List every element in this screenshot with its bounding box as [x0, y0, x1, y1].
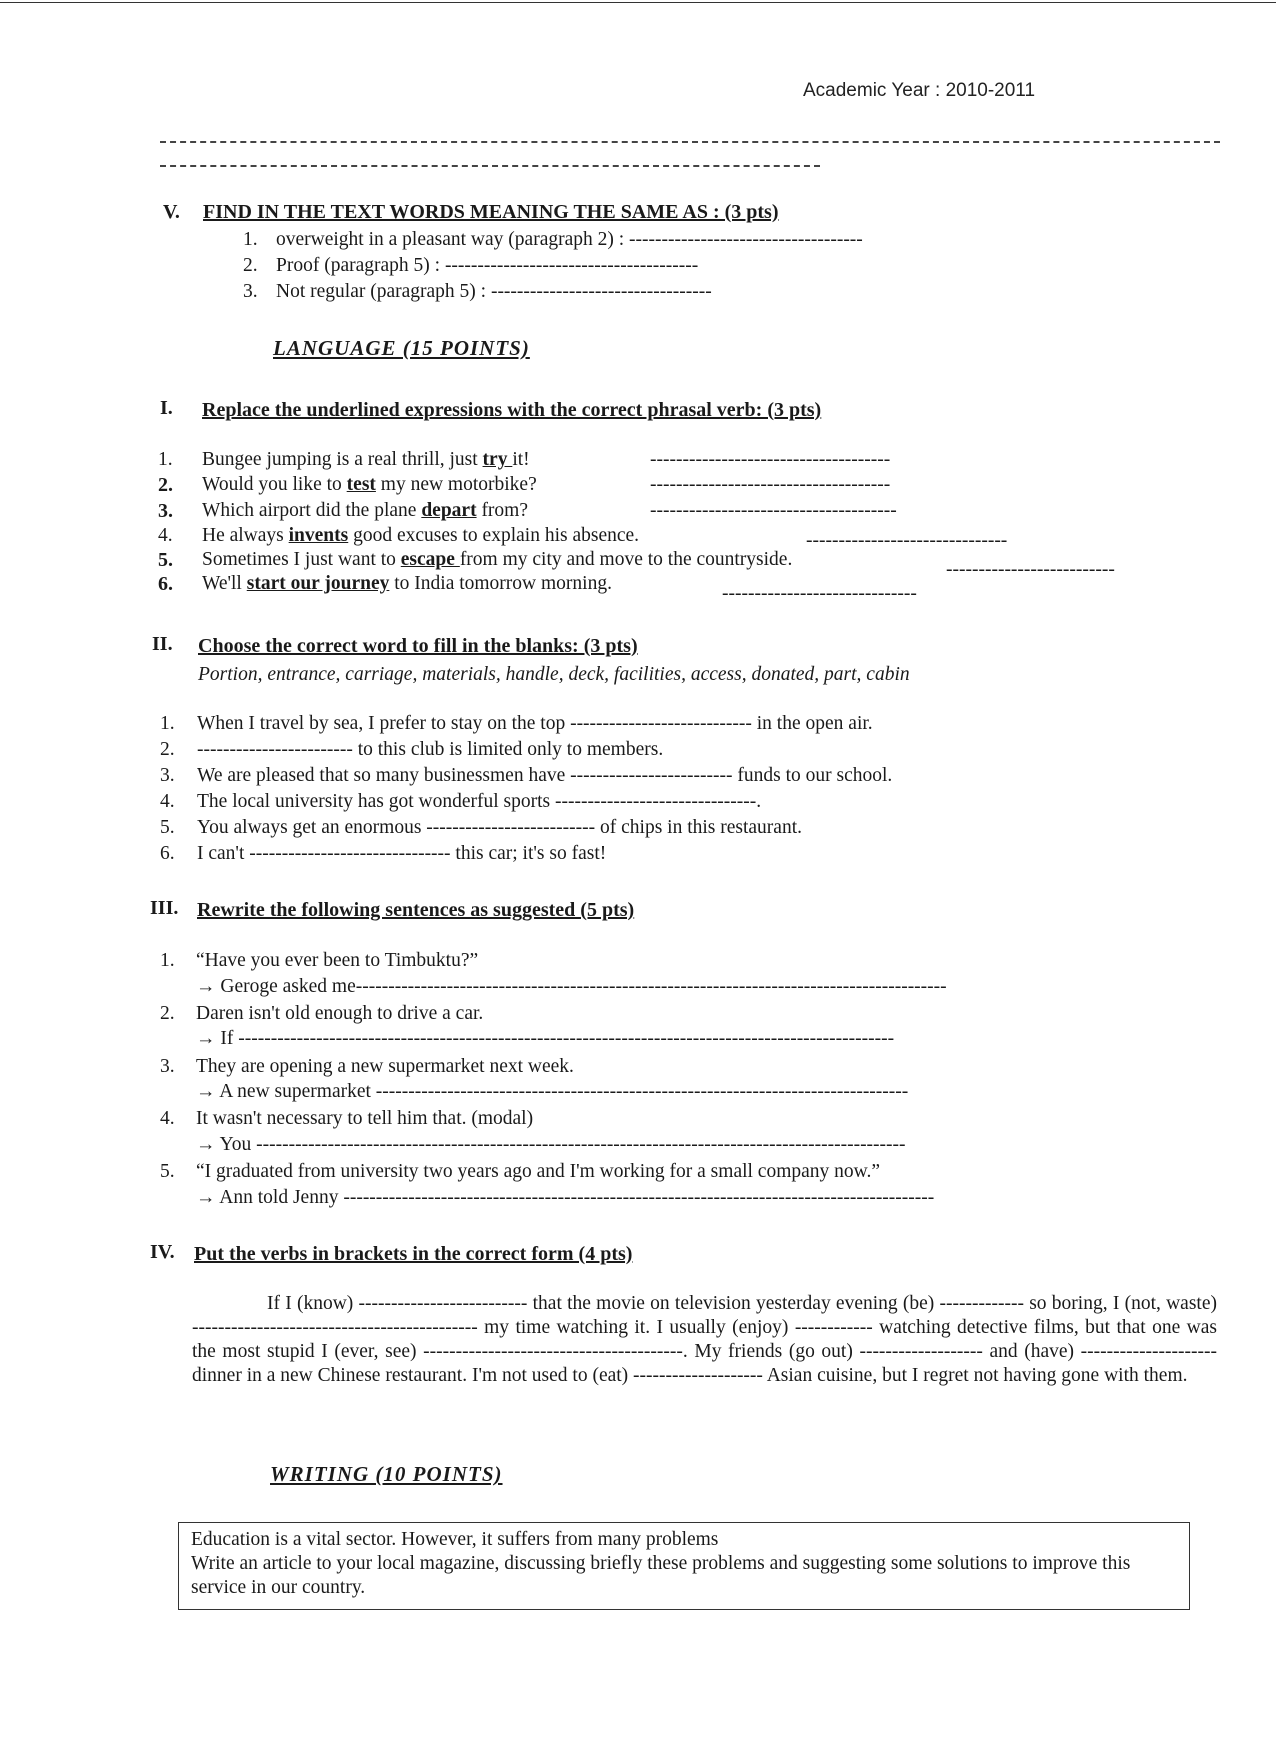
vocab-title: FIND IN THE TEXT WORDS MEANING THE SAME AS : (3 pts) [203, 201, 779, 223]
item-number: 2. [158, 474, 173, 496]
vocab-label: V. [163, 201, 180, 223]
vocab-item: Not regular (paragraph 5) : ---------------------------------- [276, 281, 712, 302]
item-number: 3. [243, 281, 258, 302]
writing-prompt-box [178, 1522, 1190, 1610]
fill-item: You always get an enormous -------------------------- of chips in this restaurant. [197, 817, 802, 838]
rewrite-title: Rewrite the following sentences as suggested (5 pts) [197, 899, 635, 921]
phrasal-title: Replace the underlined expressions with the correct phrasal verb: (3 pts) [202, 399, 822, 421]
answer-blank: ------------------------------------- [650, 449, 891, 470]
item-number: 4. [160, 791, 175, 812]
item-number: 6. [158, 573, 173, 595]
verbs-paragraph: If I (know) -------------------------- that the movie on television yesterday evening (be) ------------- so boring, I (not, waste) -------------------------------------------- my time watching it. I usually (enjoy) ------------ watching detective films, but that one was the most stupid I (ever, see) ----------------------------------------. My friends (go out) ------------------- and (have) --------------------- dinner in a new Chinese restaurant. I'm not used to (eat) -------------------- Asian cuisine, but I regret not having gone with them. [192, 1293, 1217, 1386]
fill-label: II. [152, 633, 173, 655]
item-number: 1. [160, 950, 175, 971]
rewrite-label: III. [150, 897, 179, 919]
phrasal-label: I. [160, 397, 173, 419]
verbs-title: Put the verbs in brackets in the correct form (4 pts) [194, 1243, 633, 1265]
phrasal-item: Bungee jumping is a real thrill, just try it! [202, 449, 530, 470]
writing-prompt-line1: Education is a vital sector. However, it suffers from many problems [191, 1529, 719, 1550]
answer-blank: -------------------------------------- [650, 500, 897, 521]
answer-line [160, 141, 1220, 153]
item-number: 1. [243, 229, 258, 250]
answer-line [160, 165, 820, 177]
item-number: 5. [160, 1161, 175, 1182]
top-border [0, 2, 1276, 3]
fill-item: We are pleased that so many businessmen have ------------------------- funds to our school. [197, 765, 893, 786]
rewrite-answer: → Ann told Jenny ------------------------------------------------------------------------------------------- [196, 1187, 935, 1208]
answer-blank: -------------------------- [946, 559, 1115, 580]
fill-item: ------------------------ to this club is limited only to members. [197, 739, 664, 760]
rewrite-item: Daren isn't old enough to drive a car. [196, 1003, 484, 1024]
answer-blank: ------------------------------------- [650, 474, 891, 495]
language-title: LANGUAGE (15 POINTS) [273, 336, 530, 360]
answer-blank: ------------------------------- [806, 530, 1008, 551]
item-number: 3. [160, 1056, 175, 1077]
rewrite-item: It wasn't necessary to tell him that. (modal) [196, 1108, 534, 1129]
fill-item: I can't ------------------------------- this car; it's so fast! [197, 843, 607, 864]
fill-item: The local university has got wonderful sports -------------------------------. [197, 791, 762, 812]
item-number: 3. [158, 500, 173, 522]
rewrite-item: “Have you ever been to Timbuktu?” [196, 950, 479, 971]
rewrite-answer: → Geroge asked me------------------------------------------------------------------------------------------- [196, 976, 947, 997]
rewrite-answer: → A new supermarket ---------------------------------------------------------------------------------- [196, 1081, 909, 1102]
vocab-item: Proof (paragraph 5) : --------------------------------------- [276, 255, 699, 276]
item-number: 1. [160, 713, 175, 734]
item-number: 4. [160, 1108, 175, 1129]
fill-item: When I travel by sea, I prefer to stay on the top ---------------------------- in the open air. [197, 713, 873, 734]
item-number: 4. [158, 525, 173, 546]
answer-blank: ------------------------------ [722, 583, 917, 604]
word-bank: Portion, entrance, carriage, materials, handle, deck, facilities, access, donated, part, cabin [198, 664, 910, 685]
item-number: 2. [160, 1003, 175, 1024]
item-number: 6. [160, 843, 175, 864]
fill-title: Choose the correct word to fill in the blanks: (3 pts) [198, 635, 638, 657]
rewrite-item: “I graduated from university two years ago and I'm working for a small company now.” [196, 1161, 881, 1182]
verbs-label: IV. [150, 1241, 175, 1263]
item-number: 2. [160, 739, 175, 760]
item-number: 3. [160, 765, 175, 786]
phrasal-item: Sometimes I just want to escape from my city and move to the countryside. [202, 549, 793, 570]
rewrite-answer: → You ---------------------------------------------------------------------------------------------------- [196, 1134, 906, 1155]
item-number: 5. [158, 549, 173, 571]
academic-year: Academic Year : 2010-2011 [803, 80, 1036, 101]
writing-prompt-line2: Write an article to your local magazine, discussing briefly these problems and suggesting some solutions to improve this service in our country. [191, 1553, 1131, 1598]
writing-title: WRITING (10 POINTS) [270, 1462, 503, 1486]
phrasal-item: We'll start our journey to India tomorrow morning. [202, 573, 612, 594]
phrasal-item: Would you like to test my new motorbike? [202, 474, 537, 495]
item-number: 5. [160, 817, 175, 838]
phrasal-item: Which airport did the plane depart from? [202, 500, 528, 521]
vocab-item: overweight in a pleasant way (paragraph 2) : ------------------------------------ [276, 229, 863, 250]
rewrite-item: They are opening a new supermarket next week. [196, 1056, 574, 1077]
phrasal-item: He always invents good excuses to explain his absence. [202, 525, 640, 546]
item-number: 2. [243, 255, 258, 276]
rewrite-answer: → If ----------------------------------------------------------------------------------------------------- [196, 1028, 895, 1049]
item-number: 1. [158, 449, 173, 470]
